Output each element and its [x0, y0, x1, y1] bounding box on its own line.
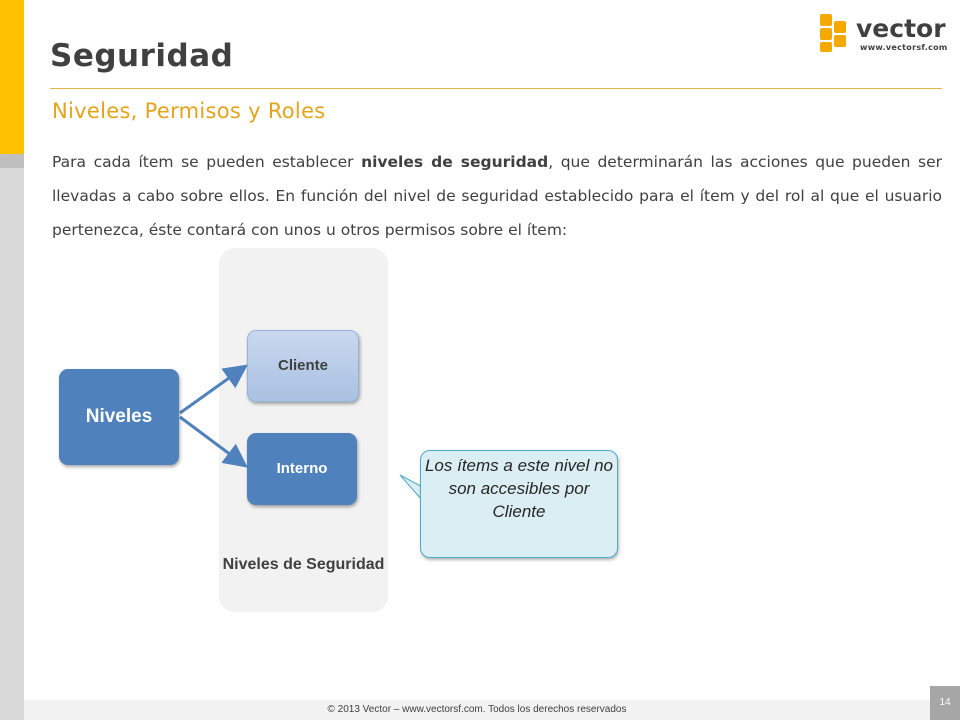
- panel-label: Niveles de Seguridad: [222, 556, 385, 573]
- side-bar-divider: [0, 154, 24, 168]
- node-niveles: Niveles: [59, 369, 179, 465]
- logo-url: www.vectorsf.com: [860, 43, 948, 52]
- body-paragraph: [52, 145, 942, 247]
- side-bar: [0, 156, 24, 720]
- page-number: 14: [930, 686, 960, 720]
- node-cliente: Cliente: [247, 330, 359, 402]
- footer-copyright: © 2013 Vector – www.vectorsf.com. Todos los derechos reservados: [327, 704, 627, 715]
- callout-text: Los ítems a este nivel no son accesibles por Cliente: [424, 456, 614, 521]
- logo-mark-icon: [820, 14, 850, 52]
- body-text-part2: , que determinarán las acciones que pueden ser llevadas a cabo sobre ellos. En función del nivel de seguridad establecido para el ítem y del rol al que el usuario pertenezca, éste contará con unos u otros permisos sobre el ítem:: [52, 153, 942, 239]
- slide-subtitle: Niveles, Permisos y Roles: [52, 99, 326, 123]
- vector-logo: [820, 14, 950, 54]
- side-bar-accent: [0, 0, 24, 156]
- title-divider: [50, 88, 942, 89]
- node-interno: Interno: [247, 433, 357, 505]
- logo-wordmark: vector: [856, 14, 946, 43]
- body-text-bold: niveles de seguridad: [361, 153, 549, 171]
- slide-title: Seguridad: [50, 38, 234, 74]
- body-text-part1: Para cada ítem se pueden establecer: [52, 153, 362, 171]
